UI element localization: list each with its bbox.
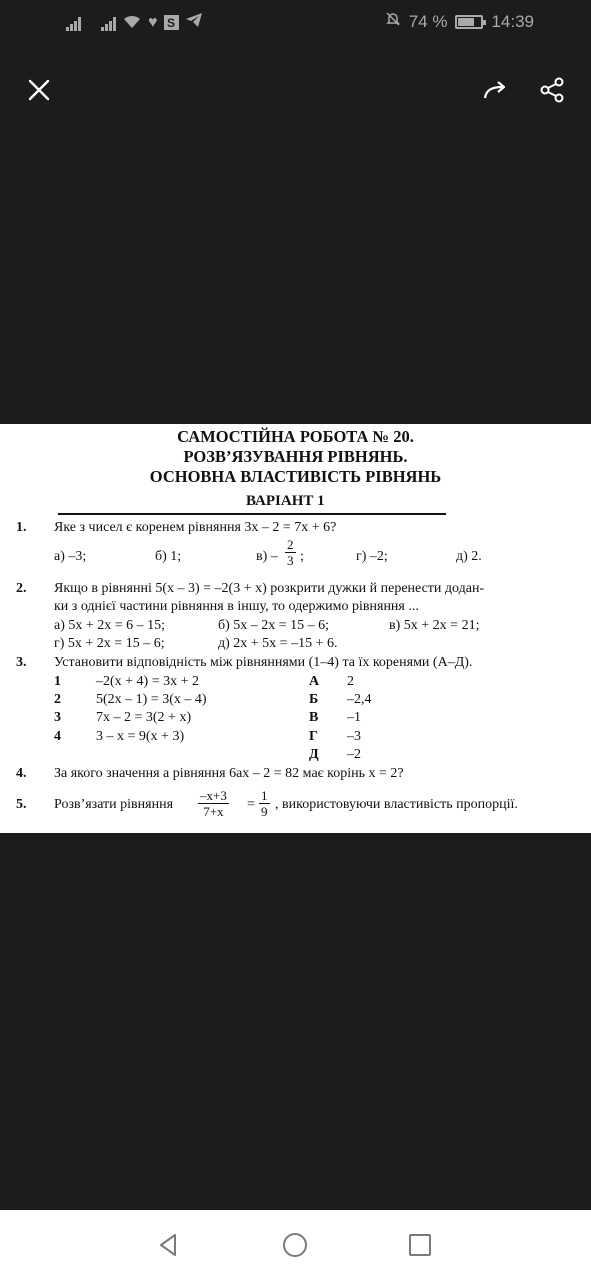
q3-root-value: –2: [347, 747, 361, 762]
share-icon[interactable]: [532, 70, 572, 110]
signal-icon: [66, 15, 81, 31]
q3-equation-number: 3: [54, 710, 61, 725]
q2-text-line-2: ки з однієї частини рівняння в іншу, то одержимо рівняння ...: [54, 599, 419, 614]
mute-icon: [385, 11, 401, 32]
document-page: [0, 424, 591, 833]
s-app-label: S: [166, 15, 175, 30]
doc-title-line-1: САМОСТІЙНА РОБОТА № 20.: [177, 427, 414, 446]
q1-text: Яке з чисел є коренем рівняння 3x – 2 = 7x + 6?: [54, 520, 337, 535]
wifi-icon: [122, 13, 142, 33]
q3-root-letter: Д: [309, 747, 319, 762]
fraction-denominator: 3: [287, 553, 294, 568]
q3-equation: 3 – x = 9(x + 3): [96, 729, 185, 744]
q3-equation-number: 1: [54, 674, 61, 689]
home-icon[interactable]: [275, 1225, 315, 1265]
q4-number: 4.: [16, 766, 27, 781]
q5-text-prefix: Розв’язати рівняння: [54, 797, 174, 812]
q3-equation: 7x – 2 = 3(2 + x): [96, 710, 192, 725]
q3-root-letter: В: [309, 710, 319, 725]
back-icon[interactable]: [148, 1225, 188, 1265]
fraction-numerator: 1: [261, 788, 268, 803]
doc-title-line-3: ОСНОВНА ВЛАСТИВІСТЬ РІВНЯНЬ: [149, 467, 442, 486]
doc-title-line-2: РОЗВ’ЯЗУВАННЯ РІВНЯНЬ.: [183, 447, 408, 466]
signal-icon: [101, 15, 116, 31]
q3-root-letter: А: [309, 674, 320, 689]
s-app-icon: [164, 15, 179, 30]
q3-text: Установити відповідність між рівняннями (1–4) та їх коренями (А–Д).: [54, 655, 473, 670]
q3-root-value: –2,4: [347, 692, 372, 707]
fraction-numerator: –x+3: [200, 788, 227, 803]
recents-icon[interactable]: [400, 1225, 440, 1265]
status-icons-right: [385, 11, 534, 32]
q3-root-value: 2: [347, 674, 354, 689]
close-icon[interactable]: [19, 70, 59, 110]
q3-equation: 5(2x – 1) = 3(x – 4): [96, 692, 207, 707]
q3-number: 3.: [16, 655, 27, 670]
q1-option-c-suffix: ;: [300, 549, 304, 564]
status-bar: [0, 0, 591, 44]
q1-option-d: г) –2;: [356, 549, 388, 564]
q5-number: 5.: [16, 797, 27, 812]
q2-option-c: в) 5x + 2x = 21;: [389, 618, 480, 633]
q2-option-b: б) 5x – 2x = 15 – 6;: [218, 618, 330, 633]
q3-root-letter: Б: [309, 692, 319, 707]
q5-equals: =: [247, 797, 255, 812]
q3-equation-number: 2: [54, 692, 61, 707]
q2-number: 2.: [16, 581, 27, 596]
q5-fraction-left: [198, 788, 229, 819]
q2-option-e: д) 2x + 5x = –15 + 6.: [218, 636, 338, 651]
q2-option-a: а) 5x + 2x = 6 – 15;: [54, 618, 166, 633]
fraction-denominator: 7+x: [203, 804, 224, 819]
variant-label: ВАРІАНТ 1: [246, 493, 325, 509]
clock: 14:39: [491, 11, 534, 31]
fraction-denominator: 9: [261, 804, 268, 819]
q5-text-suffix: , використовуючи властивість пропорції.: [275, 797, 518, 812]
q1-option-a: а) –3;: [54, 549, 87, 564]
q5-fraction-right: [259, 788, 270, 819]
q4-text: За якого значення a рівняння 6ax – 2 = 82 має корінь x = 2?: [54, 766, 404, 781]
q3-root-letter: Г: [309, 729, 318, 744]
q1-number: 1.: [16, 520, 27, 535]
q3-root-value: –1: [347, 710, 361, 725]
q1-option-e: д) 2.: [456, 549, 482, 564]
battery-percent: 74 %: [408, 11, 448, 31]
navigation-bar: [0, 1210, 591, 1280]
heart-icon: ♥: [148, 13, 158, 31]
q1-option-b: б) 1;: [155, 549, 182, 564]
telegram-icon: [185, 12, 203, 33]
q3-equation: –2(x + 4) = 3x + 2: [96, 674, 200, 689]
variant-underline: [58, 513, 446, 515]
q2-text-line-1: Якщо в рівнянні 5(x – 3) = –2(3 + x) розкрити дужки й перенести додан-: [54, 581, 485, 596]
fraction-numerator: 2: [287, 537, 294, 552]
status-icons-left: [66, 12, 203, 33]
battery-icon: [455, 15, 483, 29]
q2-option-d: г) 5x + 2x = 15 – 6;: [54, 636, 165, 651]
q1-option-c-fraction: [285, 537, 296, 568]
forward-icon[interactable]: [476, 70, 516, 110]
q3-equation-number: 4: [54, 729, 61, 744]
q3-root-value: –3: [347, 729, 361, 744]
q1-option-c-prefix: в) –: [256, 549, 278, 564]
battery-fill: [458, 18, 474, 26]
